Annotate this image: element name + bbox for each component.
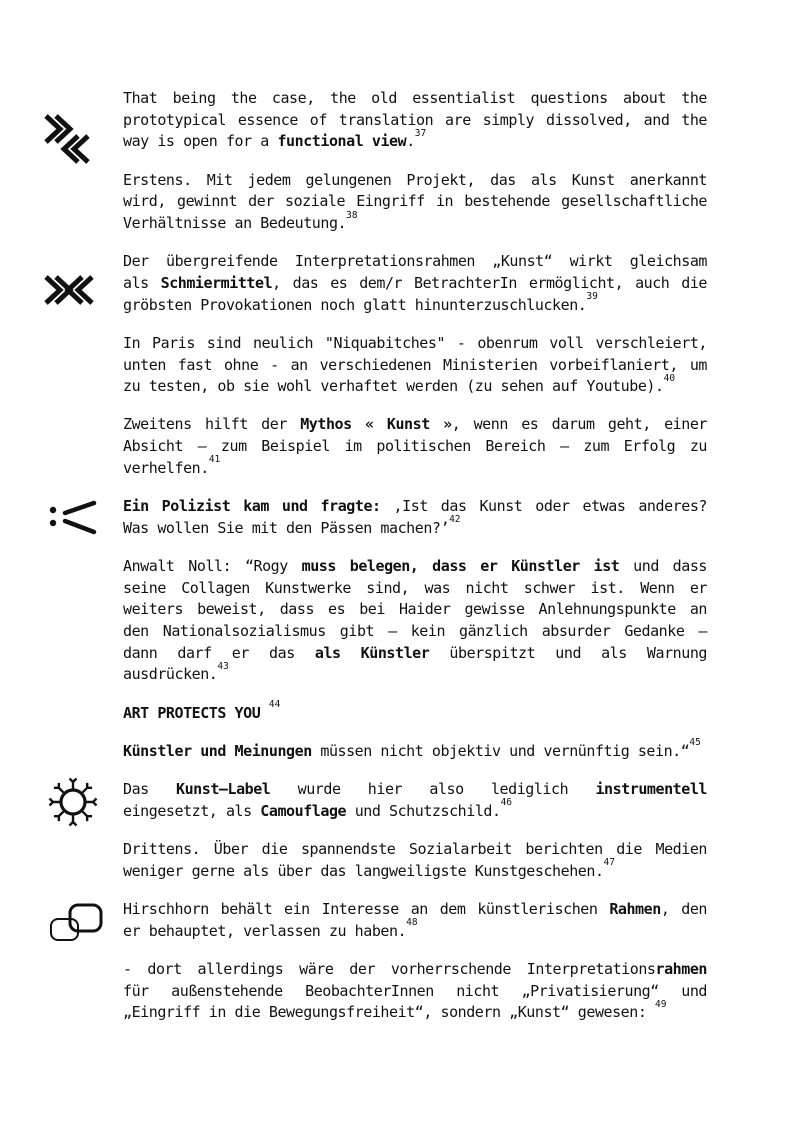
bold-text: Camouflage <box>260 801 347 820</box>
footnote-ref: 38 <box>346 209 358 221</box>
bold-text: ART PROTECTS YOU <box>123 703 261 722</box>
footnote-ref: 40 <box>663 372 676 384</box>
bold-text: rahmen <box>655 959 707 978</box>
text-line: zu testen, ob sie wohl verhaftet werden (zu sehen auf Youtube).$^{40}$ <box>123 372 676 396</box>
text-line: wird, gewinnt der soziale Eingriff in bestehende gesellschaftliche <box>123 192 707 211</box>
footnote-ref: 44 <box>268 699 281 711</box>
paragraph <box>123 839 707 882</box>
text-line: Was wollen Sie mit den Pässen machen?’$^{42}$ <box>123 514 461 537</box>
paragraph <box>123 899 707 942</box>
text-line: Der übergreifende Interpretationsrahmen „Kunst“ wirkt gleichsam <box>123 252 707 271</box>
paragraph <box>123 779 707 822</box>
paragraph <box>123 88 707 153</box>
text-line: weiters beweist, dass es bei Haider gewisse Anlehnungspunkte an <box>123 600 707 619</box>
text-line: Hirschhorn behält ein Interesse an dem künstlerischen Rahmen, den <box>123 899 707 918</box>
bold-text: Mythos « Kunst » <box>300 415 452 434</box>
text-line: dann darf er das als Künstler überspitzt und als Warnung <box>123 643 707 662</box>
text-line: verhelfen.$^{41}$ <box>123 454 221 477</box>
text-line: Ein Polizist kam und fragte: ‚Ist das Kunst oder etwas anderes? <box>123 497 707 516</box>
text-line: den Nationalsozialismus gibt – kein gänzlich absurder Gedanke – <box>123 622 707 641</box>
bold-text: instrumentell <box>595 780 707 799</box>
footnote-ref: 42 <box>449 514 461 526</box>
footnote-ref: 46 <box>500 797 513 809</box>
bold-text: Schmiermittel <box>160 273 273 292</box>
paragraph <box>123 496 707 539</box>
chevrons-colliding-icon <box>42 275 98 307</box>
text-line: - dort allerdings wäre der vorherrschende Interpretationsrahmen <box>123 959 707 978</box>
text-line: weniger gerne als über das langweiligste Kunstgeschehen.$^{47}$ <box>123 857 615 880</box>
paragraph <box>123 251 707 316</box>
text-line: ausdrücken.$^{43}$ <box>123 660 229 684</box>
text-line: als Schmiermittel, das es dem/r BetrachterIn ermöglicht, auch die <box>123 273 707 292</box>
footnote-ref: 48 <box>406 917 418 929</box>
text-line: Erstens. Mit jedem gelungenen Projekt, das als Kunst anerkannt <box>123 170 707 189</box>
chevrons-passing-icon <box>44 114 94 166</box>
footnote-ref: 41 <box>208 454 221 466</box>
paragraph <box>123 414 707 479</box>
text-line: prototypical essence of translation are simply dissolved, and the <box>123 110 707 129</box>
footnote-ref: 45 <box>689 737 701 749</box>
text-line: für außenstehende BeobachterInnen nicht „Privatisierung“ und <box>123 981 707 1000</box>
text-line: Das Kunst–Label wurde hier also lediglich instrumentell <box>123 780 707 799</box>
text-line: unten fast ohne - an verschiedenen Ministerien vorbeiflaniert, um <box>123 355 707 374</box>
text-column <box>123 88 707 1040</box>
paragraph <box>123 699 707 725</box>
text-line: That being the case, the old essentialist questions about the <box>123 89 707 107</box>
footnote-ref: 43 <box>217 660 229 672</box>
text-line: Zweitens hilft der Mythos « Kunst », wenn es darum geht, einer <box>123 415 707 434</box>
virus-icon <box>46 775 100 829</box>
bold-text: Künstler und Meinungen <box>123 741 312 760</box>
bold-text: Rahmen <box>609 899 661 918</box>
bold-text: Kunst–Label <box>176 780 271 799</box>
text-line: „Eingriff in die Bewegungsfreiheit“, sondern „Kunst“ gewesen: $^{49}$ <box>123 998 667 1022</box>
text-line: gröbsten Provokationen noch glatt hinunterzuschlucken.$^{39}$ <box>123 291 598 314</box>
text-line: Anwalt Noll: “Rogy muss belegen, dass er Künstler ist und dass <box>123 556 707 575</box>
text-line: Absicht – zum Beispiel im politischen Bereich – zum Erfolg zu <box>123 437 707 456</box>
paragraph <box>123 170 707 235</box>
text-line: eingesetzt, als Camouflage und Schutzschild.$^{46}$ <box>123 797 513 820</box>
bold-text: als Künstler <box>314 643 430 662</box>
text-line: way is open for a functional view.$^{37}$ <box>123 127 427 151</box>
text-line: Verhältnisse an Bedeutung.$^{38}$ <box>123 209 358 233</box>
text-line: Drittens. Über die spannendste Sozialarbeit berichten die Medien <box>123 839 707 858</box>
footnote-ref: 37 <box>414 127 427 139</box>
overlapping-frames-icon <box>48 902 104 948</box>
text-line: In Paris sind neulich "Niquabitches" - obenrum voll verschleiert, <box>123 333 707 352</box>
footnote-ref: 47 <box>603 857 615 869</box>
paragraph <box>123 556 707 686</box>
bold-text: functional view <box>277 132 407 151</box>
bold-text: Ein Polizist kam und fragte: <box>123 497 381 516</box>
skeptical-face-icon <box>48 497 98 537</box>
footnote-ref: 39 <box>586 291 598 303</box>
paragraph <box>123 959 707 1024</box>
text-line <box>123 699 707 725</box>
paragraph <box>123 737 707 763</box>
text-line: Künstler und Meinungen müssen nicht objektiv und vernünftig sein.“$^{45}$ <box>123 737 701 760</box>
footnote-ref: 49 <box>655 998 667 1010</box>
paragraph <box>123 333 707 398</box>
text-line: seine Collagen Kunstwerke sind, was nicht schwer ist. Wenn er <box>123 578 707 597</box>
bold-text: muss belegen, dass er Künstler ist <box>301 556 620 575</box>
text-line: er behauptet, verlassen zu haben.$^{48}$ <box>123 917 418 940</box>
